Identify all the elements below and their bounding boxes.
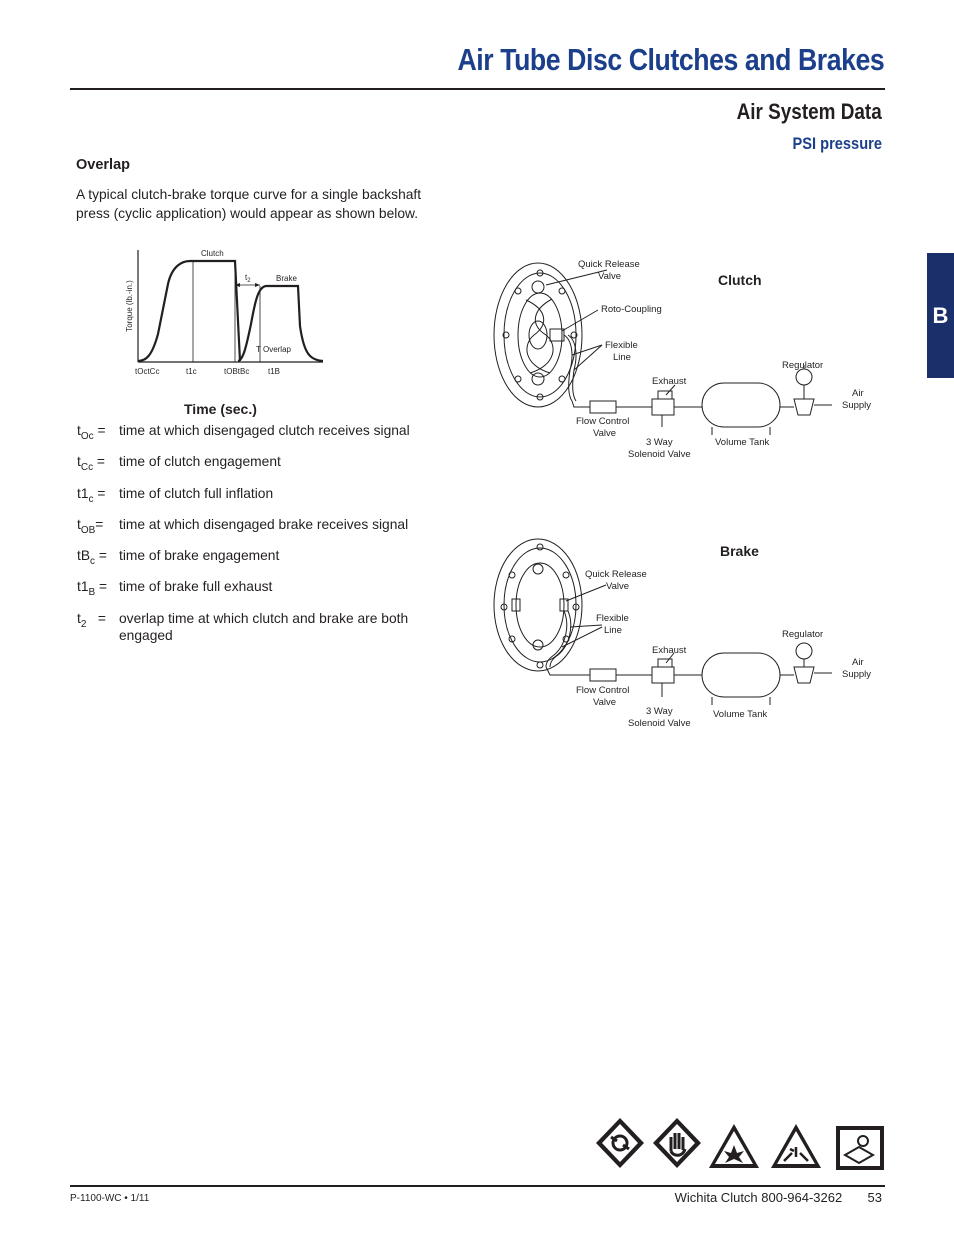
- clutch-solenoid-label: Solenoid Valve: [628, 449, 691, 460]
- clutch-3way-label: 3 Way: [646, 437, 673, 448]
- overlap-intro: A typical clutch-brake torque curve for a single backshaft press (cyclic application) would appear as shown below.: [76, 187, 422, 221]
- definition-t1c: $t1_c$ = time of clutch full inflation: [77, 485, 274, 505]
- page-title: Air Tube Disc Clutches and Brakes: [457, 42, 884, 77]
- entanglement-hazard-icon: [595, 1117, 645, 1169]
- clutch-regulator-label: Regulator: [782, 360, 824, 371]
- y-axis-label: Torque (lb.-in.): [125, 280, 134, 332]
- brake-solenoid-label: Solenoid Valve: [628, 718, 691, 729]
- clutch-exhaust-label: Exhaust: [652, 376, 687, 387]
- explosion-hazard-icon: [708, 1123, 760, 1169]
- section-tab: B: [927, 253, 954, 378]
- brake-flow-control-label-2: Valve: [593, 697, 617, 708]
- brake-exhaust-label: Exhaust: [652, 645, 687, 656]
- footer-rule: [70, 1185, 885, 1187]
- clutch-air-diagram: [490, 255, 880, 465]
- definition-t1b: $t1_B$ = time of brake full exhaust: [77, 579, 273, 598]
- flying-debris-hazard-icon: [770, 1123, 822, 1169]
- definition-tob: $t_{OB}=$ time at which disengaged brake receives signal: [77, 516, 409, 536]
- clutch-quick-release-label: Quick Release: [578, 259, 640, 270]
- brake-volume-tank-label: Volume Tank: [713, 709, 768, 720]
- brake-regulator-label: Regulator: [782, 629, 824, 640]
- brake-line-label: Line: [604, 625, 622, 636]
- brake-flexible-label: Flexible: [596, 613, 629, 624]
- clutch-supply-label: Supply: [842, 400, 872, 411]
- section-title: Air System Data: [736, 99, 882, 124]
- footer-company-page: [675, 1190, 882, 1205]
- t-overlap-label: T Overlap: [256, 345, 291, 354]
- brake-supply-label: Supply: [842, 669, 872, 680]
- clutch-line-label: Line: [613, 352, 631, 363]
- brake-disc-drawing: [494, 539, 832, 705]
- overlap-heading: Overlap: [76, 157, 130, 173]
- xtick-tOB-tBc: tOBtBc: [224, 367, 250, 376]
- t2-label: $t_2$: [245, 273, 251, 284]
- read-manual-icon: [835, 1125, 885, 1171]
- section-subtitle: PSI pressure: [792, 134, 882, 153]
- time-axis-label: Time (sec.): [184, 401, 257, 417]
- hand-crush-hazard-icon: [652, 1117, 702, 1169]
- xtick-tOc-tCc: tOctCc: [135, 367, 160, 376]
- clutch-air-label: Air: [852, 388, 864, 399]
- xtick-t1c: t1c: [186, 367, 197, 376]
- clutch-flow-control-label: Flow Control: [576, 416, 630, 427]
- clutch-volume-tank-label: Volume Tank: [715, 437, 770, 448]
- brake-3way-label: 3 Way: [646, 706, 673, 717]
- brake-quick-release-label-2: Valve: [606, 581, 630, 592]
- clutch-curve: [138, 261, 240, 361]
- clutch-flow-control-label-2: Valve: [593, 428, 617, 439]
- brake-air-label: Air: [852, 657, 864, 668]
- definition-t2: $t_2$ = overlap time at which clutch and brake are both engaged: [77, 610, 409, 643]
- brake-quick-release-label: Quick Release: [585, 569, 647, 580]
- footer-company: Wichita Clutch 800-964-3262: [674, 1190, 843, 1205]
- footer-doc-id: P-1100-WC • 1/11: [70, 1193, 150, 1204]
- definition-toc: $t_{Oc}$ = time at which disengaged clutch receives signal: [77, 423, 410, 442]
- torque-curve-graph: [118, 244, 333, 382]
- brake-diagram-title: Brake: [720, 543, 759, 559]
- clutch-diagram-title: Clutch: [718, 272, 762, 288]
- brake-air-diagram: [490, 535, 880, 735]
- definition-tcc: $t_{Cc}$ = time of clutch engagement: [77, 454, 281, 473]
- clutch-label: Clutch: [201, 249, 224, 258]
- page-number: 53: [867, 1190, 882, 1205]
- brake-label: Brake: [276, 274, 297, 283]
- header-rule: [70, 88, 885, 90]
- clutch-disc-drawing: [494, 263, 832, 435]
- clutch-roto-coupling-label: Roto-Coupling: [601, 304, 662, 315]
- brake-flow-control-label: Flow Control: [576, 685, 630, 696]
- definition-tbc: $tB_c$ = time of brake engagement: [77, 548, 280, 567]
- clutch-quick-release-label-2: Valve: [598, 271, 622, 282]
- definitions-list: [77, 422, 457, 653]
- xtick-t1B: t1B: [268, 367, 281, 376]
- clutch-flexible-label: Flexible: [605, 340, 638, 351]
